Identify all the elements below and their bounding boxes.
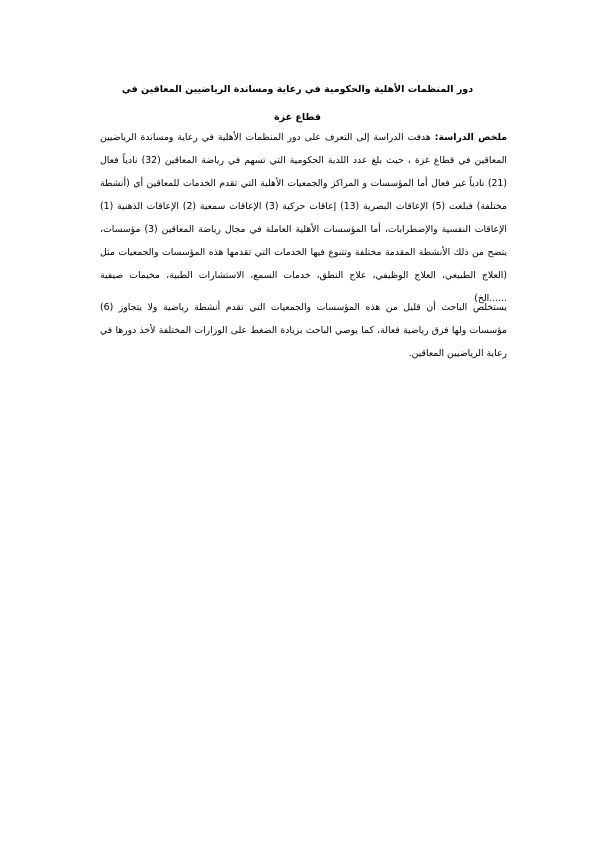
title-line-2: قطاع غزة xyxy=(274,112,321,123)
abstract-lead: ملخص الدراسة: xyxy=(434,132,507,143)
title-line-1: دور المنظمات الأهلية والحكومية في رعاية ومساندة الرياضيين المعاقين في xyxy=(121,84,474,95)
abstract-paragraph xyxy=(100,126,507,310)
document-title xyxy=(90,76,505,132)
abstract-body: هدفت الدراسة إلى التعرف على دور المنظمات الأهلية في رعاية ومساندة الرياضيين المعاقين في قطاع غزة ، حيث بلغ عدد اللدية الحكومية التي تسهم في رياضة المعاقين (32) نادياً فعال (21) نادياً غير فعال أما المؤسسات و المراكز والجمعيات الأهلية التي تقدم الخدمات للمعاقين أي (أنشطة مختلفة) فبلغت (5) الإعاقات البصرية (13) إعاقات حركية (3) الإعاقات سمعية (2) الإعاقات الذهنية (1) الإعاقات النفسية والإضطرابات، أما المؤسسات الأهلية العاملة في مجال رياضة المعاقين (3) مؤسسات، يتضح من ذلك الأنشطة المقدمة مختلفة وتتنوع فيها الخدمات التي تقدمها هذه المؤسسات والجمعيات مثل (العلاج الطبيعي، العلاج الوظيفي، علاج النطق، خدمات السمع، الاستشارات الطبية، مخيمات صيفية ......الخ) xyxy=(100,132,507,304)
conclusion-paragraph: يستخلص الباحث أن قليل من هذه المؤسسات والجمعيات التي تقدم أنشطة رياضية ولا يتجاوز (6) مؤسسات ولها فرق رياضية فعالة، كما يوصي الباحث بزيادة الضغط على الوزارات المختلفة لأخذ دورها في رعاية الرياضيين المعاقين. xyxy=(100,302,507,359)
